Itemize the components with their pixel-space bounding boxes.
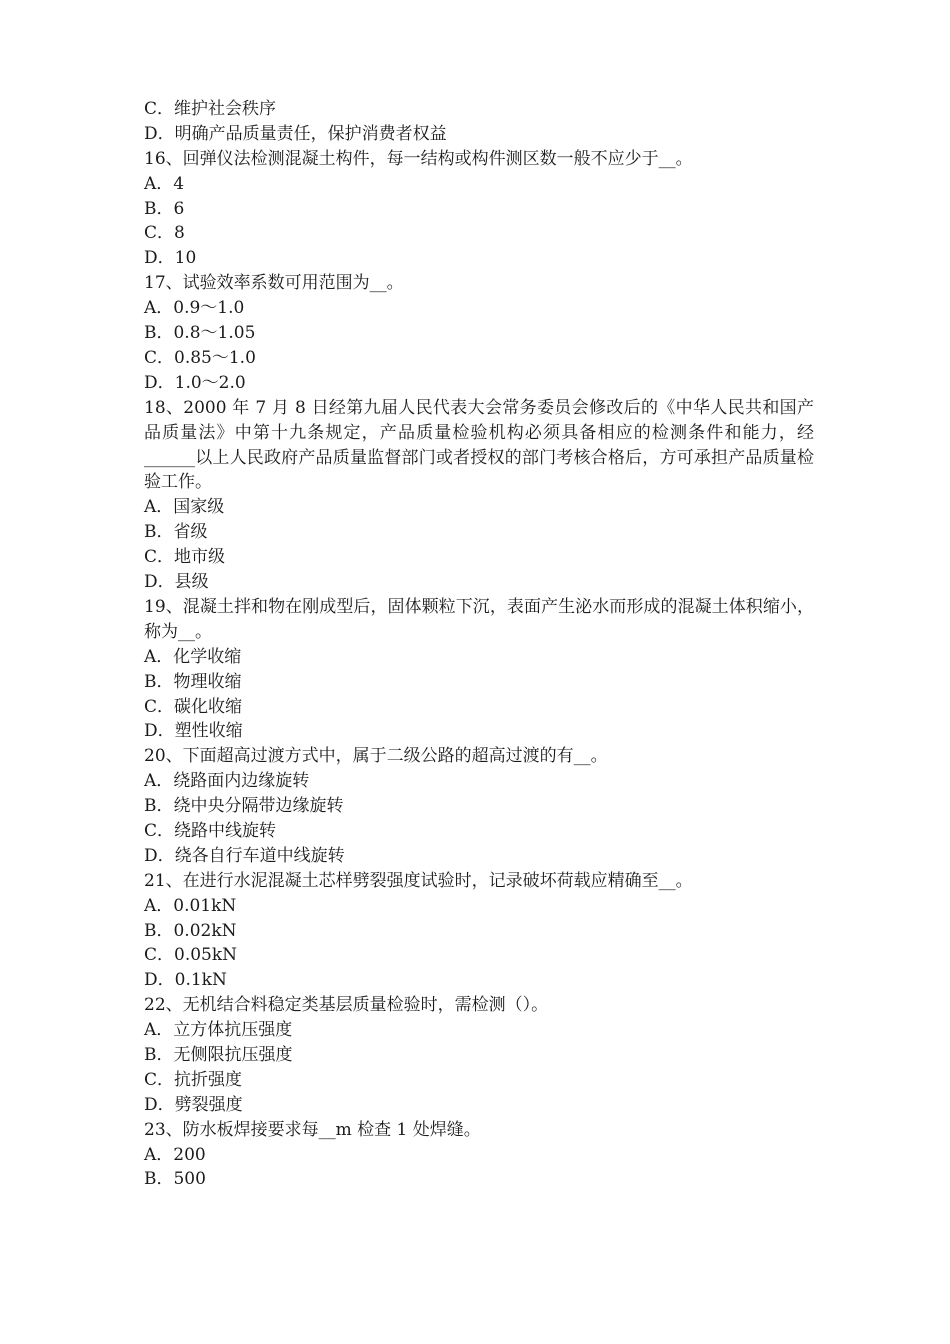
answer-option: B．无侧限抗压强度 xyxy=(144,1045,293,1066)
answer-option: D．1.0～2.0 xyxy=(144,372,246,393)
answer-option: B．绕中央分隔带边缘旋转 xyxy=(144,796,344,817)
answer-option: C．抗折强度 xyxy=(144,1069,243,1090)
answer-option: B．6 xyxy=(144,198,185,219)
answer-option: A．0.9～1.0 xyxy=(144,298,245,319)
answer-option: A．200 xyxy=(144,1144,206,1165)
question-text: 21、在进行水泥混凝土芯样劈裂强度试验时，记录破坏荷载应精确至__。 xyxy=(144,870,693,891)
answer-option: D．明确产品质量责任，保护消费者权益 xyxy=(144,123,447,144)
answer-option: A．立方体抗压强度 xyxy=(144,1020,293,1041)
answer-option: C．碳化收缩 xyxy=(144,696,243,717)
answer-option: A．绕路面内边缘旋转 xyxy=(144,771,310,792)
answer-option: D．塑性收缩 xyxy=(144,721,243,742)
answer-option: C．地市级 xyxy=(144,547,226,568)
answer-option: A．4 xyxy=(144,173,185,194)
answer-option: D．劈裂强度 xyxy=(144,1094,243,1115)
answer-option: B．500 xyxy=(144,1169,206,1190)
answer-option: B．物理收缩 xyxy=(144,671,242,692)
answer-option: C．0.85～1.0 xyxy=(144,347,256,368)
answer-option: B．0.8～1.05 xyxy=(144,323,256,344)
answer-option: C．维护社会秩序 xyxy=(144,99,277,119)
document-page xyxy=(144,97,814,1192)
answer-option: D．县级 xyxy=(144,572,209,593)
question-text: 23、防水板焊接要求每__m 检查 1 处焊缝。 xyxy=(144,1119,481,1140)
answer-option: A．0.01kN xyxy=(144,895,237,916)
question-text: 20、下面超高过渡方式中，属于二级公路的超高过渡的有__。 xyxy=(144,746,608,767)
answer-option: D．绕各自行车道中线旋转 xyxy=(144,845,345,866)
answer-option: D．10 xyxy=(144,248,197,269)
question-text: 19、混凝土拌和物在刚成型后，固体颗粒下沉，表面产生泌水而形成的混凝土体积缩小，称为__。 xyxy=(144,596,814,642)
question-text: 17、试验效率系数可用范围为__。 xyxy=(144,273,404,294)
answer-option: C．绕路中线旋转 xyxy=(144,820,277,841)
answer-option: A．国家级 xyxy=(144,497,225,518)
answer-option: C．8 xyxy=(144,223,185,244)
question-text: 16、回弹仪法检测混凝土构件，每一结构或构件测区数一般不应少于__。 xyxy=(144,148,693,169)
answer-option: A．化学收缩 xyxy=(144,646,242,667)
answer-option: C．0.05kN xyxy=(144,945,238,966)
question-text: 22、无机结合料稳定类基层质量检验时，需检测（）。 xyxy=(144,995,549,1016)
answer-option: D．0.1kN xyxy=(144,970,227,991)
question-text: 18、2000 年 7 月 8 日经第九届人民代表大会常务委员会修改后的《中华人民共和国产品质量法》中第十九条规定，产品质量检验机构必须具备相应的检测条件和能力，经______以上人民政府产品质量监督部门或者授权的部门考核合格后，方可承担产品质量检验工作。 xyxy=(144,397,814,493)
answer-option: B．0.02kN xyxy=(144,920,237,941)
answer-option: B．省级 xyxy=(144,522,208,543)
